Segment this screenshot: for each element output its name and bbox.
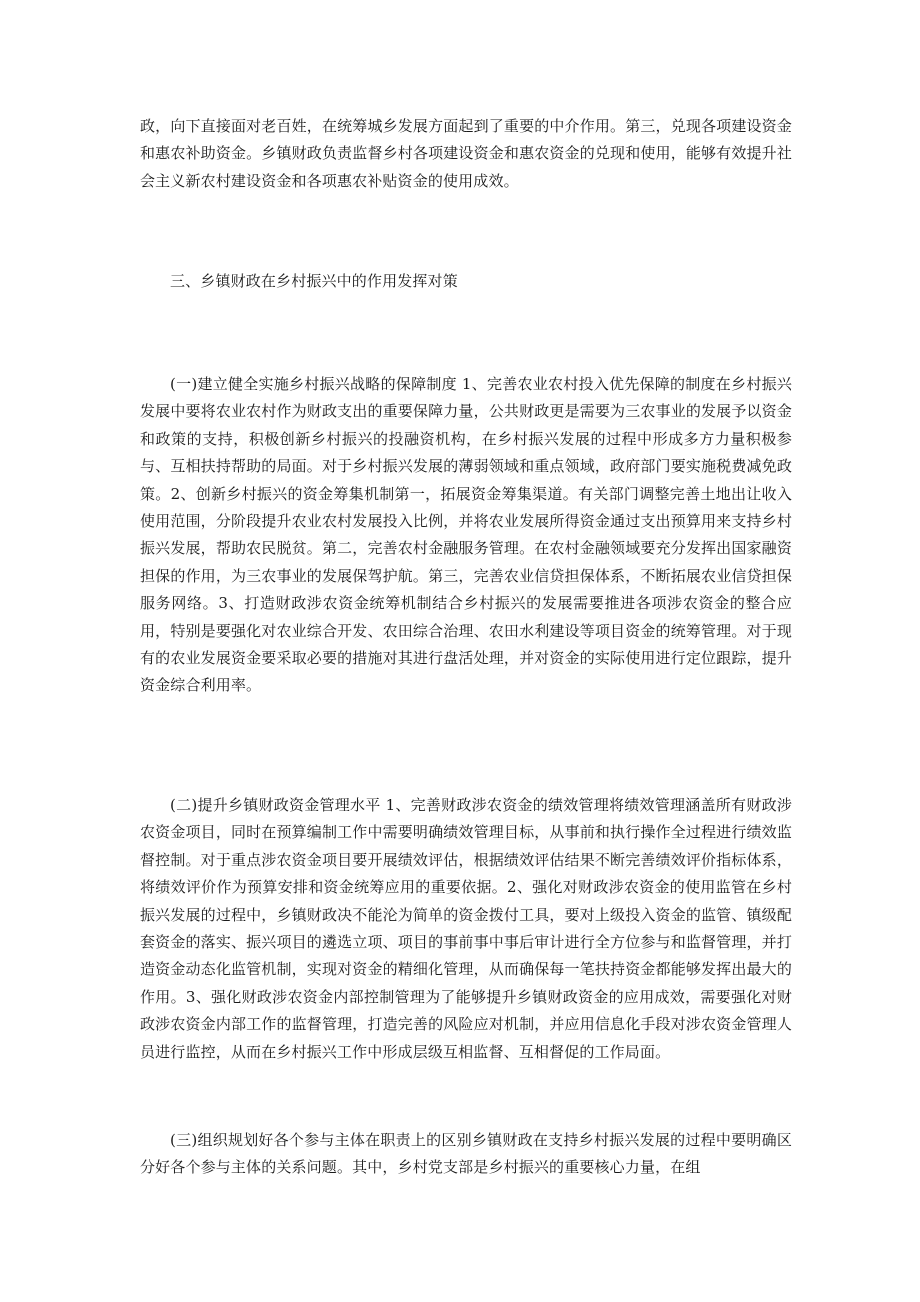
paragraph-continuation: 政，向下直接面对老百姓，在统筹城乡发展方面起到了重要的中介作用。第三，兑现各项建设资金和惠农补助资金。乡镇财政负责监督乡村各项建设资金和惠农资金的兑现和使用，能够有效提升社会主义新农村建设资金和各项惠农补贴资金的使用成效。 (140, 117, 792, 190)
paragraph-section-1: (一)建立健全实施乡村振兴战略的保障制度 1、完善农业农村投入优先保障的制度在乡村振兴发展中要将农业农村作为财政支出的重要保障力量，公共财政更是需要为三农事业的发展予以资金和政策的支持，积极创新乡村振兴的投融资机构，在乡村振兴发展的过程中形成多方力量积极参与、互相扶持帮助的局面。对于乡村振兴发展的薄弱领域和重点领域，政府部门要实施税费减免政策。2、创新乡村振兴的资金筹集机制第一，拓展资金筹集渠道。有关部门调整完善土地出让收入使用范围，分阶段提升农业农村发展投入比例，并将农业发展所得资金通过支出预算用来支持乡村振兴发展，帮助农民脱贫。第二，完善农村金融服务管理。在农村金融领域要充分发挥出国家融资担保的作用，为三农事业的发展保驾护航。第三，完善农业信贷担保体系，不断拓展农业信贷担保服务网络。3、打造财政涉农资金统筹机制结合乡村振兴的发展需要推进各项涉农资金的整合应用，特别是要强化对农业综合开发、农田综合治理、农田水利建设等项目资金的统筹管理。对于现有的农业发展资金要采取必要的措施对其进行盘活处理，并对资金的实际使用进行定位跟踪，提升资金综合利用率。 (140, 375, 792, 695)
paragraph-section-3: (三)组织规划好各个参与主体在职责上的区别乡镇财政在支持乡村振兴发展的过程中要明确区分好各个参与主体的关系问题。其中，乡村党支部是乡村振兴的重要核心力量，在组 (140, 1131, 792, 1177)
paragraph-section-2: (二)提升乡镇财政资金管理水平 1、完善财政涉农资金的绩效管理将绩效管理涵盖所有财政涉农资金项目，同时在预算编制工作中需要明确绩效管理目标，从事前和执行操作全过程进行绩效监督控制。对于重点涉农资金项目要开展绩效评估，根据绩效评估结果不断完善绩效评价指标体系，将绩效评价作为预算安排和资金统筹应用的重要依据。2、强化对财政涉农资金的使用监管在乡村振兴发展的过程中，乡镇财政决不能沦为简单的资金拨付工具，要对上级投入资金的监管、镇级配套资金的落实、振兴项目的遴选立项、项目的事前事中事后审计进行全方位参与和监督管理，并打造资金动态化监管机制，实现对资金的精细化管理，从而确保每一笔扶持资金都能够发挥出最大的作用。3、强化财政涉农资金内部控制管理为了能够提升乡镇财政资金的应用成效，需要强化对财政涉农资金内部工作的监督管理，打造完善的风险应对机制，并应用信息化手段对涉农资金管理人员进行监控，从而在乡村振兴工作中形成层级互相监督、互相督促的工作局面。 (140, 796, 792, 1061)
section-heading: 三、乡镇财政在乡村振兴中的作用发挥对策 (170, 272, 458, 290)
